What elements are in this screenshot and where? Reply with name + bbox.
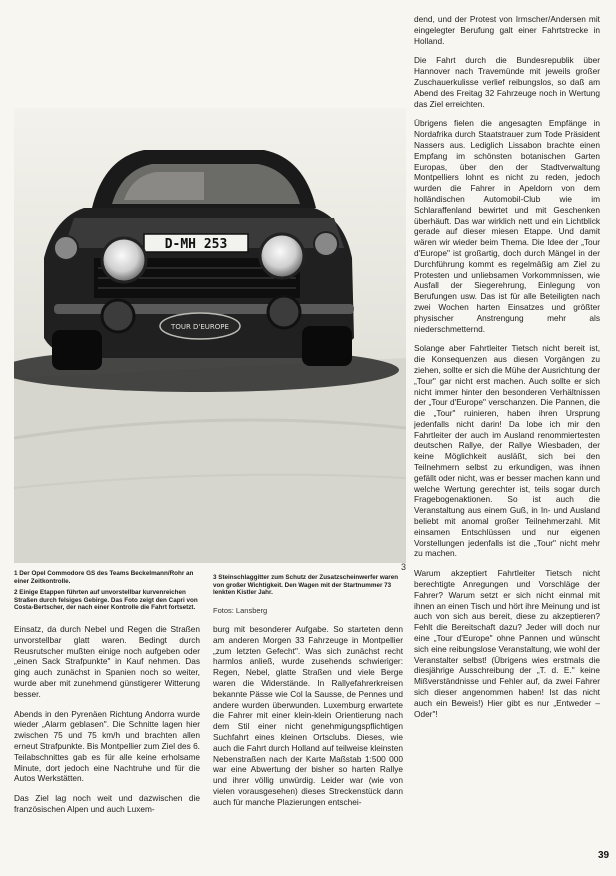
rally-car-photo (14, 108, 406, 563)
paragraph: Solange aber Fahrtleiter Tietsch nicht bereit ist, die Konsequenzen aus diesen Vorgängen zu ziehen, sollte er sich die Mühe der Ausrichtung der „Tour" gar nicht erst machen. Auch sollte er sich nicht immer hinter den besonderen Verhältnissen der „Tour d'Europe" verschanzen. Die Pannen, die die „Tour" ruinieren, haben ihren Ursprung jedenfalls nicht darin! Da lobe ich mir den Fahrtleiter der auch im Ausland renommiertesten deutschen Rallye, der Rallye Wiesbaden, der keine Möglichkeit ausläßt, sich bei den Teilnehmern selbst zu erkundigen, was ihnen gefällt oder nicht, was er besser machen kann und welche Wertung gerechter ist, teils sogar durch Fragebogenaktionen. So ist auch die Veranstaltung aus einem Guß, in In- und Ausland beliebt mit anomal großer Teilnehmerzahl. Mit einsamen Entschlüssen und nur eigenen Vorstellungen jedenfalls ist die „Tour" nicht mehr zu machen. (414, 343, 600, 559)
article-column-middle (213, 624, 403, 817)
page-number: 39 (598, 850, 610, 861)
photo-caption-2: 3 Steinschlaggitter zum Schutz der Zusatzscheinwerfer waren von großer Wichtigkeit. Den Wagen mit der Startnummer 73 lenkten Kistler Jahr. (213, 574, 399, 597)
article-column-left (14, 624, 200, 824)
paragraph: Abends in den Pyrenäen Richtung Andorra wurde wieder „Alarm geblasen". Die Schnitte lagen hier zwischen 75 und 75 km/h und brachten allen erneut Strafpunkte. Bis Montpellier zum Ziel des 6. Teilabschnittes gab es für alle keine erholsame Minute, dort jedoch eine Nachtruhe und für die Autos Werkstätten. (14, 708, 200, 784)
article-column-right (414, 14, 600, 728)
paragraph: Übrigens fielen die angesagten Empfänge in Nordafrika durch Staatstrauer zum Tode Präsident Nassers aus. Lediglich Lissabon brachte einen Empfang im schönsten botanischen Garten Europas, über den der Stadtverwaltung Montpelliers lohnt es nicht zu reden, jedoch wurden die Fahrer in Apeldorn von dem holländischen Automobil-Club wie im Schlaraffenland bewirtet und mit Geschenken überhäuft. Das war wirklich nett und ein Lichtblick gerade auf dieser miesen Etappe. Und damit wären wir wieder beim Thema. Die Idee der „Tour d'Europe" ist großartig, doch durch Mängel in der Durchführung kommt es regelmäßig am Ziel zu Protesten und unliebsamen Vorkommnissen, wie Ausfall der Siegerehrung, Einlegung von Berufungen usw. Das ist für alle Beteiligten nach zwei Wochen harten Einsatzes und größter physischer Anstrengung mehr als niederschmetternd. (414, 118, 600, 334)
caption-text: 2 Einige Etappen führten auf unvorstellbar kurvenreichen Straßen durch felsiges Gebirge. Das Foto zeigt den Capri von Costa-Bertscher, der nach einer Kontrolle die Fahrt fortsetzt. (14, 589, 198, 612)
car-illustration (14, 108, 406, 563)
photo-caption-1 (14, 570, 204, 616)
rally-badge-text: TOUR D'EUROPE (171, 323, 229, 331)
photo-credit: Fotos: Lansberg (213, 606, 268, 615)
paragraph: Warum akzeptiert Fahrtleiter Tietsch nicht berechtigte Anregungen und Vorschläge der Fahrer? Warum setzt er sich nicht einmal mit ihnen an einen Tisch und hört ihre Meinung und ist auch von sich aus bereit, diese zu akzeptieren? Fehlt die Bereitschaft dazu? Jeder will doch nur eine „Tour d'Europe" ohne Pannen und wünscht sich eine reibungslose Veranstaltung, wie wohl der Veranstalter selbst! (Übrigens wies erstmals die diesjährige Ausschreibung der „T. d. E." keine Mißverständnisse und Fehler auf, da zwei Fahrer sich dieser angenommen haben! Ist das nicht auch ein Beweis!) Hier gibt es nur „Entweder – Oder"! (414, 568, 600, 719)
paragraph: Einsatz, da durch Nebel und Regen die Straßen unvorstellbar glatt waren. Bedingt durch Reusrutscher mußten einige noch aufgeben oder „einen Sack Strafpunkte" in Kauf nehmen. Das ging auch zunächst in Spanien noch so weiter, wurde aber mit zunehmend günstigerer Witterung besser. (14, 624, 200, 699)
paragraph: Die Fahrt durch die Bundesrepublik über Hannover nach Travemünde mit jeweils großer Zuschauerkulisse verlief reibungslos, so daß am Abend des Freitag 32 Fahrzeuge noch in Wertung das Ziel erreichten. (414, 55, 600, 109)
license-plate-text: D-MH 253 (164, 237, 228, 252)
paragraph: burg mit besonderer Aufgabe. So starteten denn am anderen Morgen 33 Fahrzeuge in Montpellier „zum letzten Gefecht". Was sich zunächst recht harmlos anließ, wurde zusehends schwieriger: Regen, Nebel, glatte Straßen und viele Berge waren die Widerstände. In Rallyefahrerkreisen bekannte Pässe wie Col la Sausse, de Pennes und andere wurden überwunden. Luxemburg erwartete die Fahrer mit einer klein-klein Orientierung nach dem Stil einer nicht genehmigungspflichtigen Suchfahrt eines kleinen Ortsclubs. Dieses, wie auch die Fahrt durch Holland auf teilweise kleinsten Nebenstraßen nach der Karte Maßstab 1:500 000 war eine Abwertung der bisher so harten Rallye und ihrer völlig unwürdig. Leider war (wie von vielen vorausgesehen) dieses Streckenstück dann auch für manche Plazierungen entschei- (213, 624, 403, 807)
photo-marker: 3 (401, 562, 407, 572)
paragraph: dend, und der Protest von Irmscher/Andersen mit eingelegter Berufung galt einer Fahrtstrecke in Holland. (414, 14, 600, 46)
caption-text: 1 Der Opel Commodore GS des Teams Beckelmann/Rohr an einer Zeitkontrolle. (14, 570, 194, 585)
paragraph: Das Ziel lag noch weit und dazwischen die französischen Alpen und auch Luxem- (14, 793, 200, 814)
